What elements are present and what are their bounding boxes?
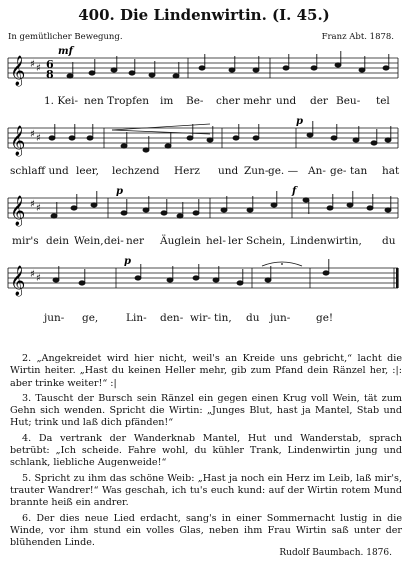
treble-clef-icon: 𝄞 (10, 196, 26, 226)
treble-clef-icon: 𝄞 (10, 56, 26, 86)
sharp-icon: ♯ (30, 199, 35, 210)
sharp-icon: ♯ (36, 273, 41, 284)
final-barline (396, 268, 399, 288)
dynamic-p: p (124, 256, 131, 267)
time-signature-bottom: 8 (46, 68, 54, 81)
staff-2 (0, 116, 408, 164)
staff-system-1 (0, 46, 408, 94)
time-signature-top: 6 (46, 58, 54, 71)
sharp-icon: ♯ (30, 59, 35, 70)
dynamic-f: f (292, 186, 297, 197)
lyricist-credit: Rudolf Baumbach. 1876. (279, 548, 392, 558)
staff-system-4 (0, 256, 408, 304)
sharp-icon: ♯ (36, 63, 41, 74)
notes-system-4 (53, 259, 329, 285)
verse-2: 2. „Angekreidet wird hier nicht, weil's an Kreide uns gebricht,“ lacht die Wirtin heiter. „Hast du keinen Heller mehr, gib zum Pfand dein Ränzel her, :|: aber trinke weiter!“ :| (10, 353, 402, 389)
staff-system-2 (0, 116, 408, 164)
dynamic-mf: mf (58, 46, 73, 57)
staff-1 (0, 46, 408, 94)
verse-3: 3. Tauscht der Bursch sein Ränzel ein gegen einen Krug voll Wein, tät zum Gehn sich wenden. Spricht die Wirtin: „Junges Blut, hast ja Mantel, Stab und Hut; trink und laß dich pfänden!“ (10, 392, 402, 429)
crescendo-hairpin (112, 124, 210, 130)
song-title: 400. Die Lindenwirtin. (I. 45.) (78, 6, 330, 24)
notes-system-3 (51, 191, 391, 218)
notes-system-2 (49, 121, 391, 152)
verse-5: 5. Spricht zu ihm das schöne Weib: „Hast ja noch ein Herz im Leib, laß mir's, trauter Wandrer!“ Was geschah, ich tu's euch kund: auf der Wirtin rotem Mund brannte heiß ein andrer. (10, 472, 402, 509)
verse-4: 4. Da vertrank der Wanderknab Mantel, Hut und Wanderstab, sprach betrübt: „Ich scheide. Fahre wohl, du kühler Trank, Lindenwirtin jung und schlank, liebliche Augenweide!“ (10, 432, 402, 469)
staff-3 (0, 186, 408, 234)
treble-clef-icon: 𝄞 (10, 126, 26, 156)
dynamic-p: p (296, 116, 303, 127)
treble-clef-icon: 𝄞 (10, 266, 26, 296)
sharp-icon: ♯ (36, 133, 41, 144)
sharp-icon: ♯ (36, 203, 41, 214)
verses-block (10, 353, 402, 552)
staff-4 (0, 256, 408, 304)
composer-credit: Franz Abt. 1878. (321, 32, 394, 42)
dynamic-p: p (116, 186, 123, 197)
tempo-marking: In gemütlicher Bewegung. (8, 32, 123, 42)
staff-system-3 (0, 186, 408, 234)
sharp-icon: ♯ (30, 269, 35, 280)
verse-6: 6. Der dies neue Lied erdacht, sang's in einer Sommernacht lustig in die Winde, vor ihm stund ein volles Glas, neben ihm Frau Wirtin saß unter der blühenden Linde. (10, 512, 402, 549)
notes-system-1 (67, 51, 389, 78)
sharp-icon: ♯ (30, 129, 35, 140)
